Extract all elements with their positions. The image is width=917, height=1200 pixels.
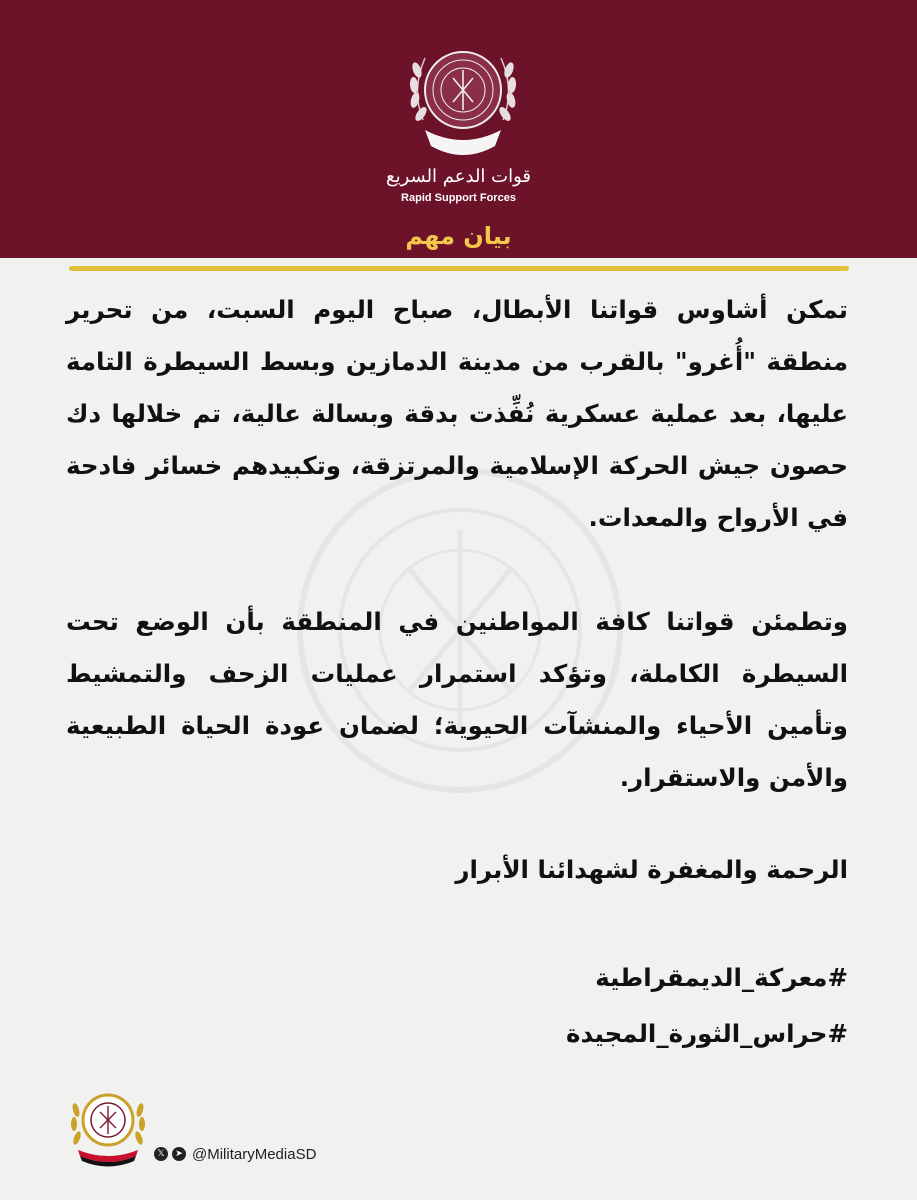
social-handle-row bbox=[154, 1144, 316, 1164]
statement-paragraph: تمكن أشاوس قواتنا الأبطال، صباح اليوم السبت، من تحرير منطقة "أُغرو" بالقرب من مدينة الدمازين وبسط السيطرة التامة عليها، بعد عملية عسكرية نُفِّذت بدقة وبسالة عالية، تم خلالها دك حصون جيش الحركة الإسلامية والمرتزقة، وتكبيدهم خسائر فادحة في الأرواح والمعدات. bbox=[66, 295, 848, 532]
social-handle[interactable]: @MilitaryMediaSD bbox=[192, 1145, 317, 1163]
hashtag[interactable]: #حراس_الثورة_المجيدة bbox=[566, 1019, 848, 1048]
closing-line: الرحمة والمغفرة لشهدائنا الأبرار bbox=[455, 855, 848, 884]
header-banner bbox=[0, 0, 917, 258]
org-name-english: Rapid Support Forces bbox=[401, 192, 516, 204]
org-name-arabic: قوات الدعم السريع bbox=[385, 166, 531, 187]
x-icon[interactable]: 𝕏 bbox=[154, 1147, 168, 1161]
rsf-footer-emblem-logo bbox=[66, 1080, 150, 1170]
statement-paragraph: وتطمئن قواتنا كافة المواطنين في المنطقة بأن الوضع تحت السيطرة الكاملة، وتؤكد استمرار عمليات الزحف والتمشيط وتأمين الأحياء والمنشآت الحيوية؛ لضمان عودة الحياة الطبيعية والأمن والاستقرار. bbox=[66, 607, 848, 792]
telegram-icon[interactable]: ➤ bbox=[172, 1147, 186, 1161]
statement-title: بيان مهم bbox=[405, 222, 512, 250]
rsf-emblem-logo bbox=[403, 30, 523, 180]
gold-divider bbox=[69, 266, 849, 271]
hashtag-list bbox=[66, 950, 848, 1062]
statement-body bbox=[66, 284, 848, 896]
hashtag[interactable]: #معركة_الديمقراطية bbox=[595, 963, 848, 992]
